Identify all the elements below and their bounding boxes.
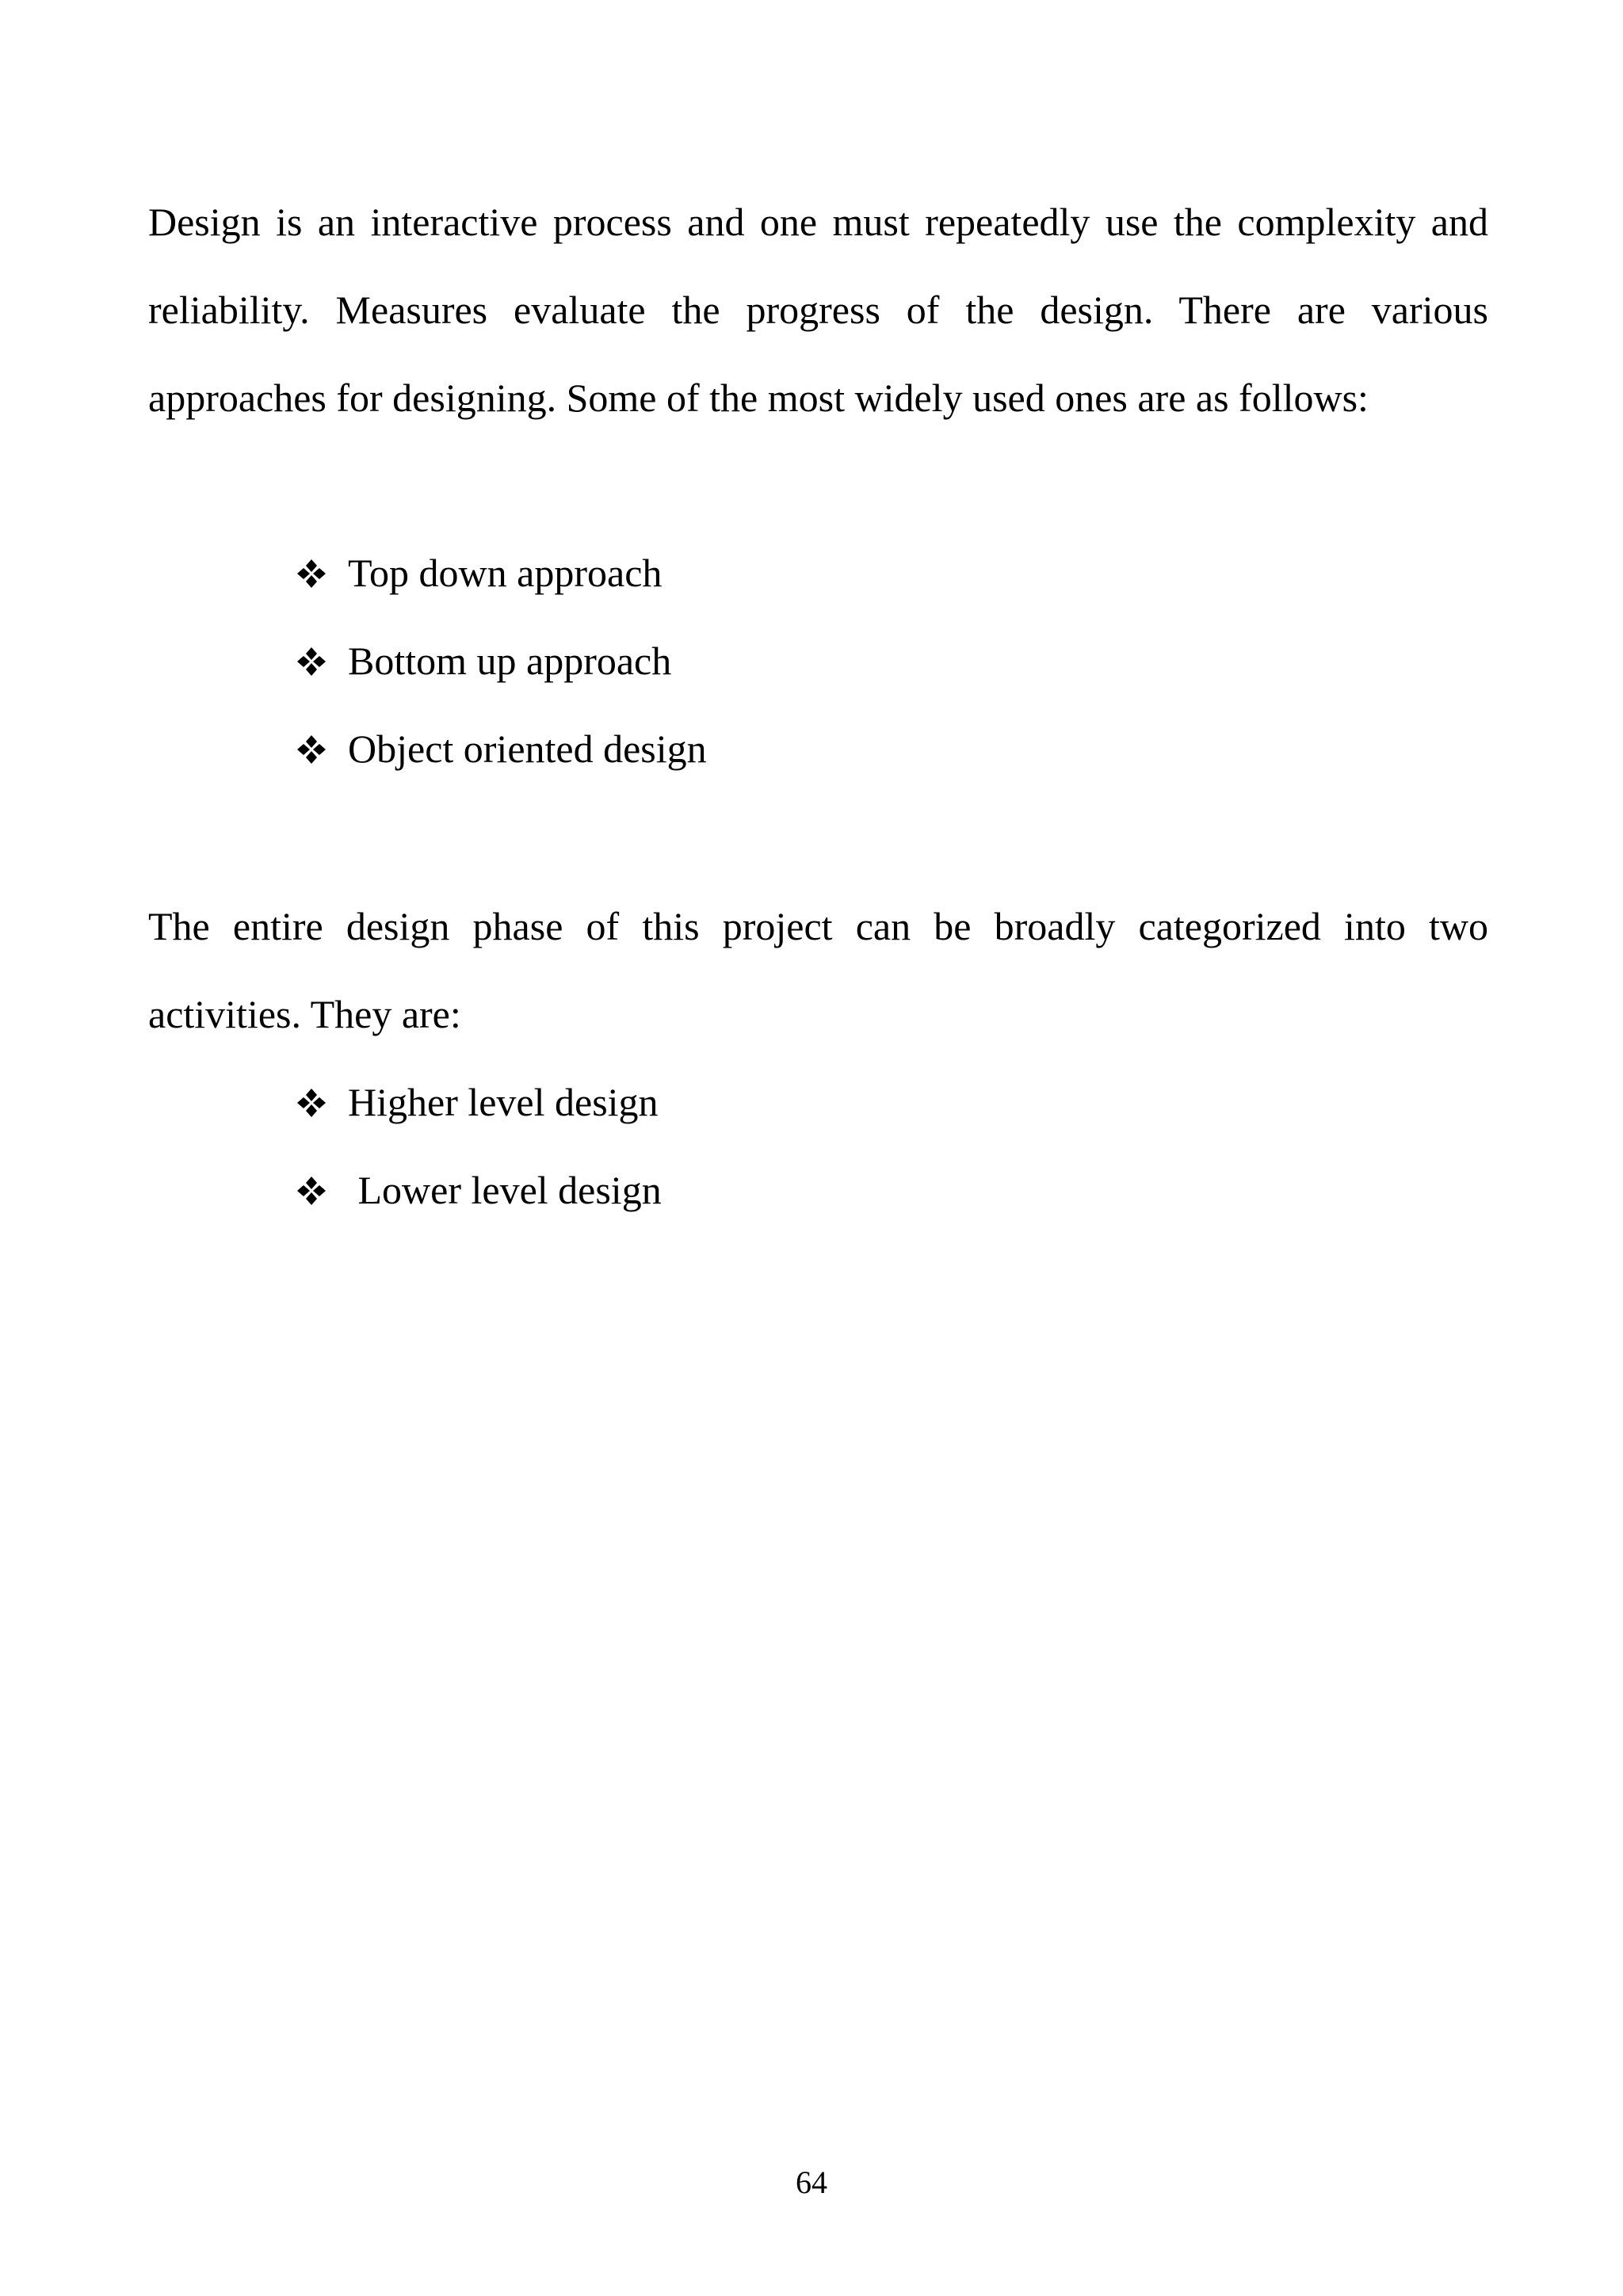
list-item-label: Bottom up approach: [348, 639, 672, 683]
list-item: [296, 617, 707, 705]
list-item-label: Higher level design: [348, 1080, 659, 1124]
intro-paragraph: Design is an interactive process and one must repeatedly use the complexity and reliability. Measures evaluate the progress of the design. There are various approaches for designing. Some of the most widely used ones are as follows:: [148, 200, 1488, 420]
list-item: [296, 705, 707, 793]
approaches-list: [296, 529, 707, 793]
four-diamond-bullet-icon: [296, 1087, 327, 1119]
list-item: [296, 1058, 662, 1146]
activities-list: [296, 1058, 662, 1234]
four-diamond-bullet-icon: [296, 734, 327, 765]
list-item-label: Top down approach: [348, 551, 663, 595]
list-item: [296, 529, 707, 617]
list-item: [296, 1146, 662, 1234]
list-item-label: Object oriented design: [348, 727, 707, 771]
four-diamond-bullet-icon: [296, 646, 327, 677]
four-diamond-bullet-icon: [296, 1175, 327, 1207]
design-phase-paragraph: The entire design phase of this project can be broadly categorized into two activities. They are:: [148, 904, 1488, 1036]
four-diamond-bullet-icon: [296, 558, 327, 589]
page-number: 64: [796, 2164, 827, 2200]
list-item-label: Lower level design: [348, 1168, 662, 1212]
